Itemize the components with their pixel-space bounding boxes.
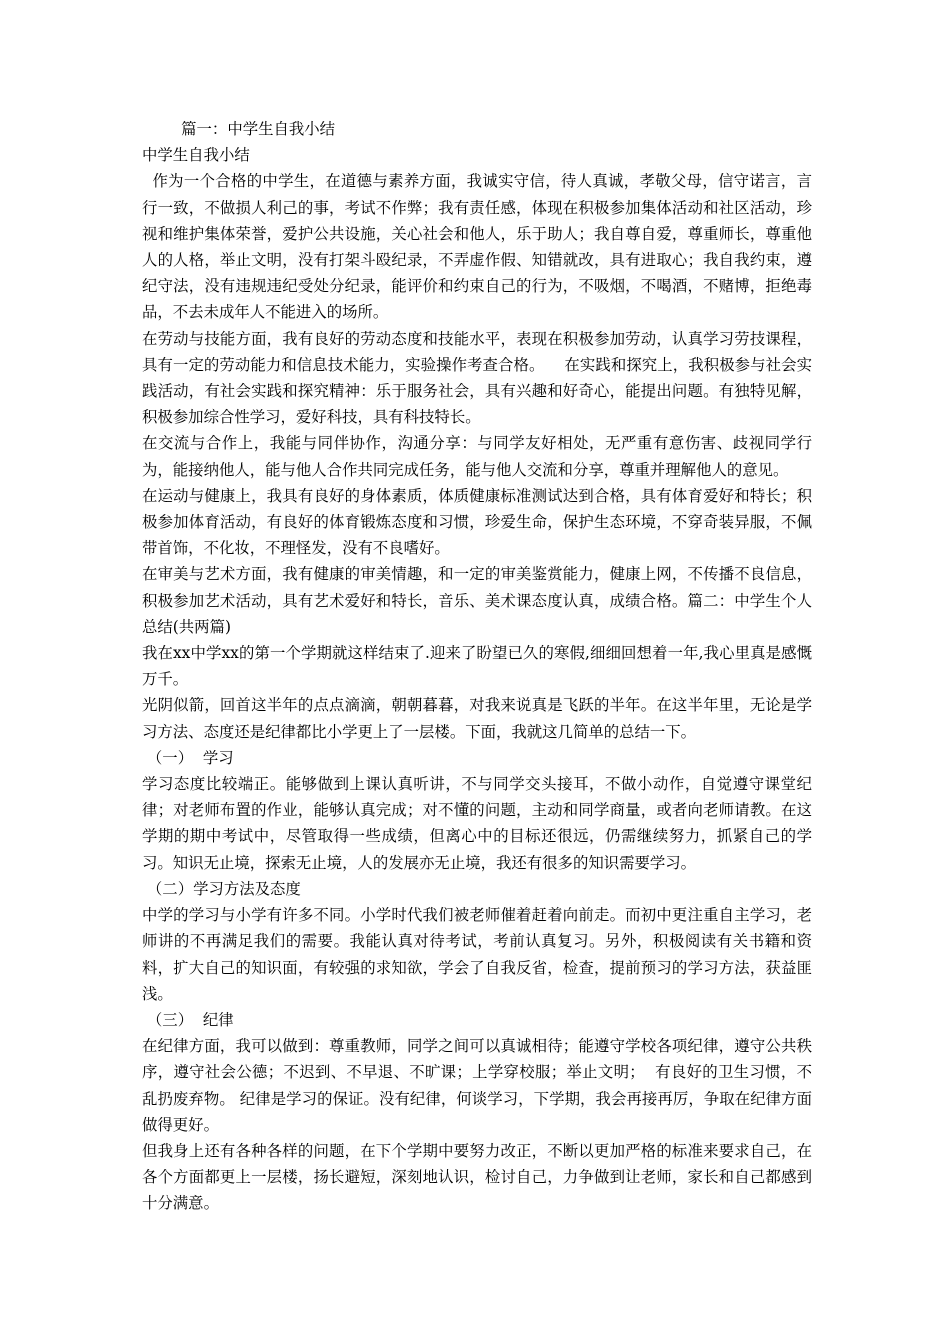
document-body — [142, 116, 812, 1217]
heading-discipline: （三） 纪律 — [142, 1010, 234, 1029]
paragraph-morality: 作为一个合格的中学生，在道德与素养方面，我诚实守信，待人真诚，孝敬父母，信守诺言，言行一致，不做损人利己的事，考试不作弊；我有责任感，体现在积极参加集体活动和社区活动，珍视和维护集体荣誉，爱护公共设施，关心社会和他人，乐于助人；我自尊自爱，尊重师长，尊重他人的人格，举止文明，没有打架斗殴纪录，不弄虚作假、知错就改，具有进取心；我自我约束，遵纪守法，没有违规违纪受处分纪录，能评价和约束自己的行为，不吸烟，不喝酒，不赌博，拒绝毒品，不去未成年人不能进入的场所。 — [142, 172, 812, 322]
heading-study: （一） 学习 — [142, 748, 234, 767]
paragraph-study-method: 中学的学习与小学有许多不同。小学时代我们被老师催着赶着向前走。而初中更注重自主学习，老师讲的不再满足我们的需要。我能认真对待考试，考前认真复习。另外，积极阅读有关书籍和资料，扩大自己的知识面，有较强的求知欲，学会了自我反省，检查，提前预习的学习方法，获益匪浅。 — [142, 906, 812, 1003]
paragraph-discipline: 在纪律方面，我可以做到：尊重教师，同学之间可以真诚相待；能遵守学校各项纪律，遵守公共秩序，遵守社会公德；不迟到、不早退、不旷课；上学穿校服；举止文明； 有良好的卫生习惯，不乱扔废弃物。 纪律是学习的保证。没有纪律，何谈学习，下学期，我会再接再厉，争取在纪律方面做得更好。 — [142, 1037, 812, 1134]
paragraph-communication: 在交流与合作上，我能与同伴协作，沟通分享：与同学友好相处，无严重有意伤害、歧视同学行为，能接纳他人，能与他人合作共同完成任务，能与他人交流和分享，尊重并理解他人的意见。 — [142, 434, 812, 479]
paragraph-aesthetics: 在审美与艺术方面，我有健康的审美情趣，和一定的审美鉴赏能力，健康上网，不传播不良信息，积极参加艺术活动，具有艺术爱好和特长，音乐、美术课态度认真，成绩合格。篇二：中学生个人总结(共两篇) — [142, 565, 812, 636]
paragraph-reflection: 光阴似箭，回首这半年的点点滴滴，朝朝暮暮，对我来说真是飞跃的半年。在这半年里，无论是学习方法、态度还是纪律都比小学更上了一层楼。下面，我就这几简单的总结一下。 — [142, 696, 812, 741]
heading-study-method: （二）学习方法及态度 — [142, 879, 301, 898]
paragraph-study: 学习态度比较端正。能够做到上课认真听讲，不与同学交头接耳，不做小动作，自觉遵守课堂纪律；对老师布置的作业，能够认真完成；对不懂的问题，主动和同学商量，或者向老师请教。在这学期的期中考试中，尽管取得一些成绩，但离心中的目标还很远，仍需继续努力，抓紧自己的学习。知识无止境，探索无止境，人的发展亦无止境，我还有很多的知识需要学习。 — [142, 775, 812, 872]
paragraph-health: 在运动与健康上，我具有良好的身体素质，体质健康标准测试达到合格，具有体育爱好和特长；积极参加体育活动，有良好的体育锻炼态度和习惯，珍爱生命，保护生态环境，不穿奇装异服，不佩带首饰，不化妆，不理怪发，没有不良嗜好。 — [142, 486, 812, 558]
paragraph-conclusion: 但我身上还有各种各样的问题，在下个学期中要努力改正，不断以更加严格的标准来要求自己，在各个方面都更上一层楼，扬长避短，深刻地认识，检讨自己，力争做到让老师，家长和自己都感到十分满意。 — [142, 1141, 812, 1213]
paragraph-labor-skills: 在劳动与技能方面，我有良好的劳动态度和技能水平，表现在积极参加劳动，认真学习劳技课程，具有一定的劳动能力和信息技术能力，实验操作考查合格。 在实践和探究上，我积极参与社会实践活动，有社会实践和探究精神：乐于服务社会，具有兴趣和好奇心，能提出问题。有独特见解，积极参加综合性学习，爱好科技，具有科技特长。 — [142, 329, 812, 427]
document-title: 中学生自我小结 — [142, 146, 250, 165]
section-title: 篇一：中学生自我小结 — [142, 120, 336, 138]
paragraph-semester-end: 我在xx中学xx的第一个学期就这样结束了.迎来了盼望已久的寒假,细细回想着一年,我心里真是感慨万千。 — [142, 644, 812, 689]
